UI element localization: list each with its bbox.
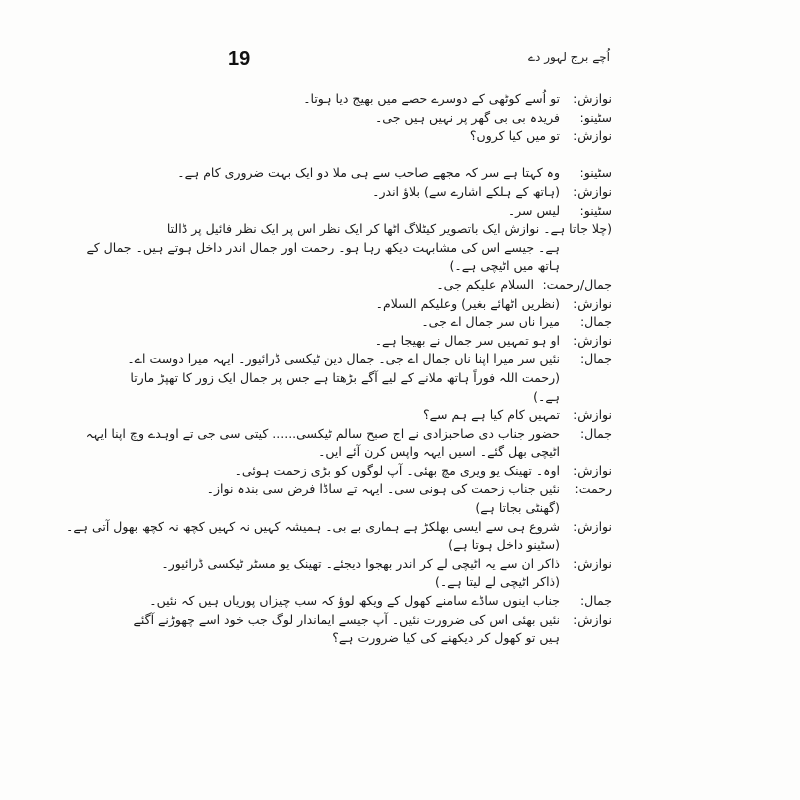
stage-direction-line xyxy=(86,239,612,258)
dialogue-line xyxy=(200,90,612,109)
dialogue-line xyxy=(200,183,612,202)
speaker-label: جمال/رحمت: xyxy=(542,276,612,292)
line-text: نئیں بھئی اس کی ضرورت نئیں۔ آپ جیسے ایماندار لوگ جب خود اسے چھوڑنے آگئے xyxy=(133,611,560,627)
dialogue-line xyxy=(200,146,612,165)
speaker-label: جمال: xyxy=(579,351,612,367)
stage-direction-line xyxy=(200,257,612,276)
speaker-label: رحمت: xyxy=(574,481,612,497)
dialogue-line xyxy=(200,499,612,518)
speaker-label: نوازش: xyxy=(573,407,612,423)
line-text: اوہ۔ تھینک یو ویری مچ بھئی۔ آپ لوگوں کو بڑی زحمت ہوئی۔ xyxy=(234,462,560,478)
dialogue-line xyxy=(200,202,612,221)
speaker-label: سٹینو: xyxy=(579,202,612,218)
stage-direction-line xyxy=(166,220,612,239)
speaker-label: جمال: xyxy=(579,314,612,330)
speaker-label: نوازش: xyxy=(573,462,612,478)
line-text: تمہیں کام کیا ہے ہم سے؟ xyxy=(423,407,560,423)
line-text: اٹیچی بھل گئے۔ اسیں ایہہ واپس کرن آئے ایں۔ xyxy=(318,444,560,460)
line-text: تو اُسے کوٹھی کے دوسرے حصے میں بھیج دیا ہوتا۔ xyxy=(303,91,560,106)
dialogue-line xyxy=(200,443,612,462)
line-text: (ذاکر اٹیچی لے لیتا ہے۔) xyxy=(434,574,560,590)
dialogue-line xyxy=(127,350,612,369)
line-text: نئیں جناب زحمت کی ہونی سی۔ ایہہ تے ساڈا فرض سی بندہ نواز۔ xyxy=(206,481,560,497)
line-text: ذاکر ان سے یہ اٹیچی لے کر اندر بھجوا دیجئے۔ تھینک یو مسٹر ٹیکسی ڈرائیور۔ xyxy=(161,555,560,571)
dialogue-line xyxy=(200,629,612,648)
dialogue-line xyxy=(200,332,612,351)
speaker-label: نوازش: xyxy=(573,183,612,199)
stage-direction-line xyxy=(130,369,612,388)
dialogue-line xyxy=(200,127,612,146)
speaker-label: نوازش: xyxy=(573,518,612,534)
dialogue-line xyxy=(177,164,612,183)
line-text: تو میں کیا کروں؟ xyxy=(469,128,560,144)
line-text: نئیں سر میرا اپنا ناں جمال اے جی۔ جمال دین ٹیکسی ڈرائیور۔ ایہہ میرا دوست اے۔ xyxy=(127,351,560,367)
speaker-label: نوازش: xyxy=(573,91,612,106)
speaker-label: نوازش: xyxy=(573,332,612,348)
speaker-label: نوازش: xyxy=(573,555,612,571)
speaker-label: جمال: xyxy=(579,593,612,609)
line-text: السلام علیکم جی۔ xyxy=(436,276,534,292)
line-text: (چلا جاتا ہے۔ نوازش ایک باتصویر کیٹلاگ اٹھا کر ایک نظر اس پر ایک نظر فائیل پر ڈالتا xyxy=(166,221,612,237)
play-dialogue xyxy=(66,90,612,648)
line-text: وہ کہتا ہے سر کہ مجھے صاحب سے ہی ملا دو ایک بہت ضروری کام ہے۔ xyxy=(177,165,560,181)
speaker-label: جمال: xyxy=(579,425,612,441)
line-text: ہے۔) xyxy=(533,388,560,404)
dialogue-line xyxy=(200,480,612,499)
line-text: لیس سر۔ xyxy=(507,202,560,218)
dialogue-line xyxy=(161,555,612,574)
dialogue-line xyxy=(200,573,612,592)
dialogue-line xyxy=(200,276,612,295)
speaker-label: سٹینو: xyxy=(579,165,612,181)
line-text: ہاتھ میں اٹیچی ہے۔) xyxy=(449,258,560,274)
line-text: حضور جناب دی صاحبزادی نے اج صبح سالم ٹیکسی...... کیتی سی جی تے اوہدے وچ اپنا ایہہ xyxy=(85,425,560,441)
dialogue-line xyxy=(133,611,612,630)
dialogue-line xyxy=(200,536,612,555)
dialogue-line xyxy=(200,109,612,128)
line-text: (گھنٹی بجاتا ہے) xyxy=(475,500,560,516)
speaker-label: نوازش: xyxy=(573,128,612,144)
line-text: شروع ہی سے ایسی بھلکڑ ہے ہماری بے بی۔ ہمیشہ کہیں نہ کہیں کچھ نہ کچھ بھول آتی ہے۔ xyxy=(66,518,560,534)
dialogue-line xyxy=(66,518,612,537)
line-text: میرا ناں سر جمال اے جی۔ xyxy=(421,314,560,330)
dialogue-line xyxy=(200,313,612,332)
line-text: فریدہ بی بی گھر پر نہیں ہیں جی۔ xyxy=(374,109,560,125)
line-text: (رحمت اللہ فوراً ہاتھ ملانے کے لیے آگے بڑھتا ہے جس پر جمال ایک زور کا تھپڑ مارتا xyxy=(130,369,560,385)
line-text: (نظریں اٹھائے بغیر) وعلیکم السلام۔ xyxy=(375,295,560,311)
dialogue-line xyxy=(200,462,612,481)
speaker-label: نوازش: xyxy=(573,295,612,311)
speaker-label: سٹینو: xyxy=(579,109,612,125)
line-text: (سٹینو داخل ہوتا ہے) xyxy=(448,537,560,553)
dialogue-line xyxy=(200,295,612,314)
line-text: ہیں تو کھول کر دیکھنے کی کیا ضرورت ہے؟ xyxy=(332,630,560,646)
dialogue-line xyxy=(85,425,612,444)
stage-direction-line xyxy=(200,388,612,407)
page-number: 19 xyxy=(228,48,251,70)
dialogue-line xyxy=(200,406,612,425)
dialogue-line xyxy=(149,592,612,611)
line-text: (ہاتھ کے ہلکے اشارے سے) بلاؤ اندر۔ xyxy=(372,183,560,199)
line-text: او ہو تمہیں سر جمال نے بھیجا ہے۔ xyxy=(374,332,560,348)
running-title: اُچے برج لہور دے xyxy=(528,50,610,64)
line-text: جناب اینوں ساڈے سامنے کھول کے ویکھ لوؤ کہ سب چیزاں پوریاں ہیں کہ نئیں۔ xyxy=(149,593,560,609)
speaker-label: نوازش: xyxy=(573,611,612,627)
line-text: ہے۔ جیسے اس کی مشابہت دیکھ رہا ہو۔ رحمت اور جمال اندر داخل ہوتے ہیں۔ جمال کے xyxy=(86,239,560,255)
